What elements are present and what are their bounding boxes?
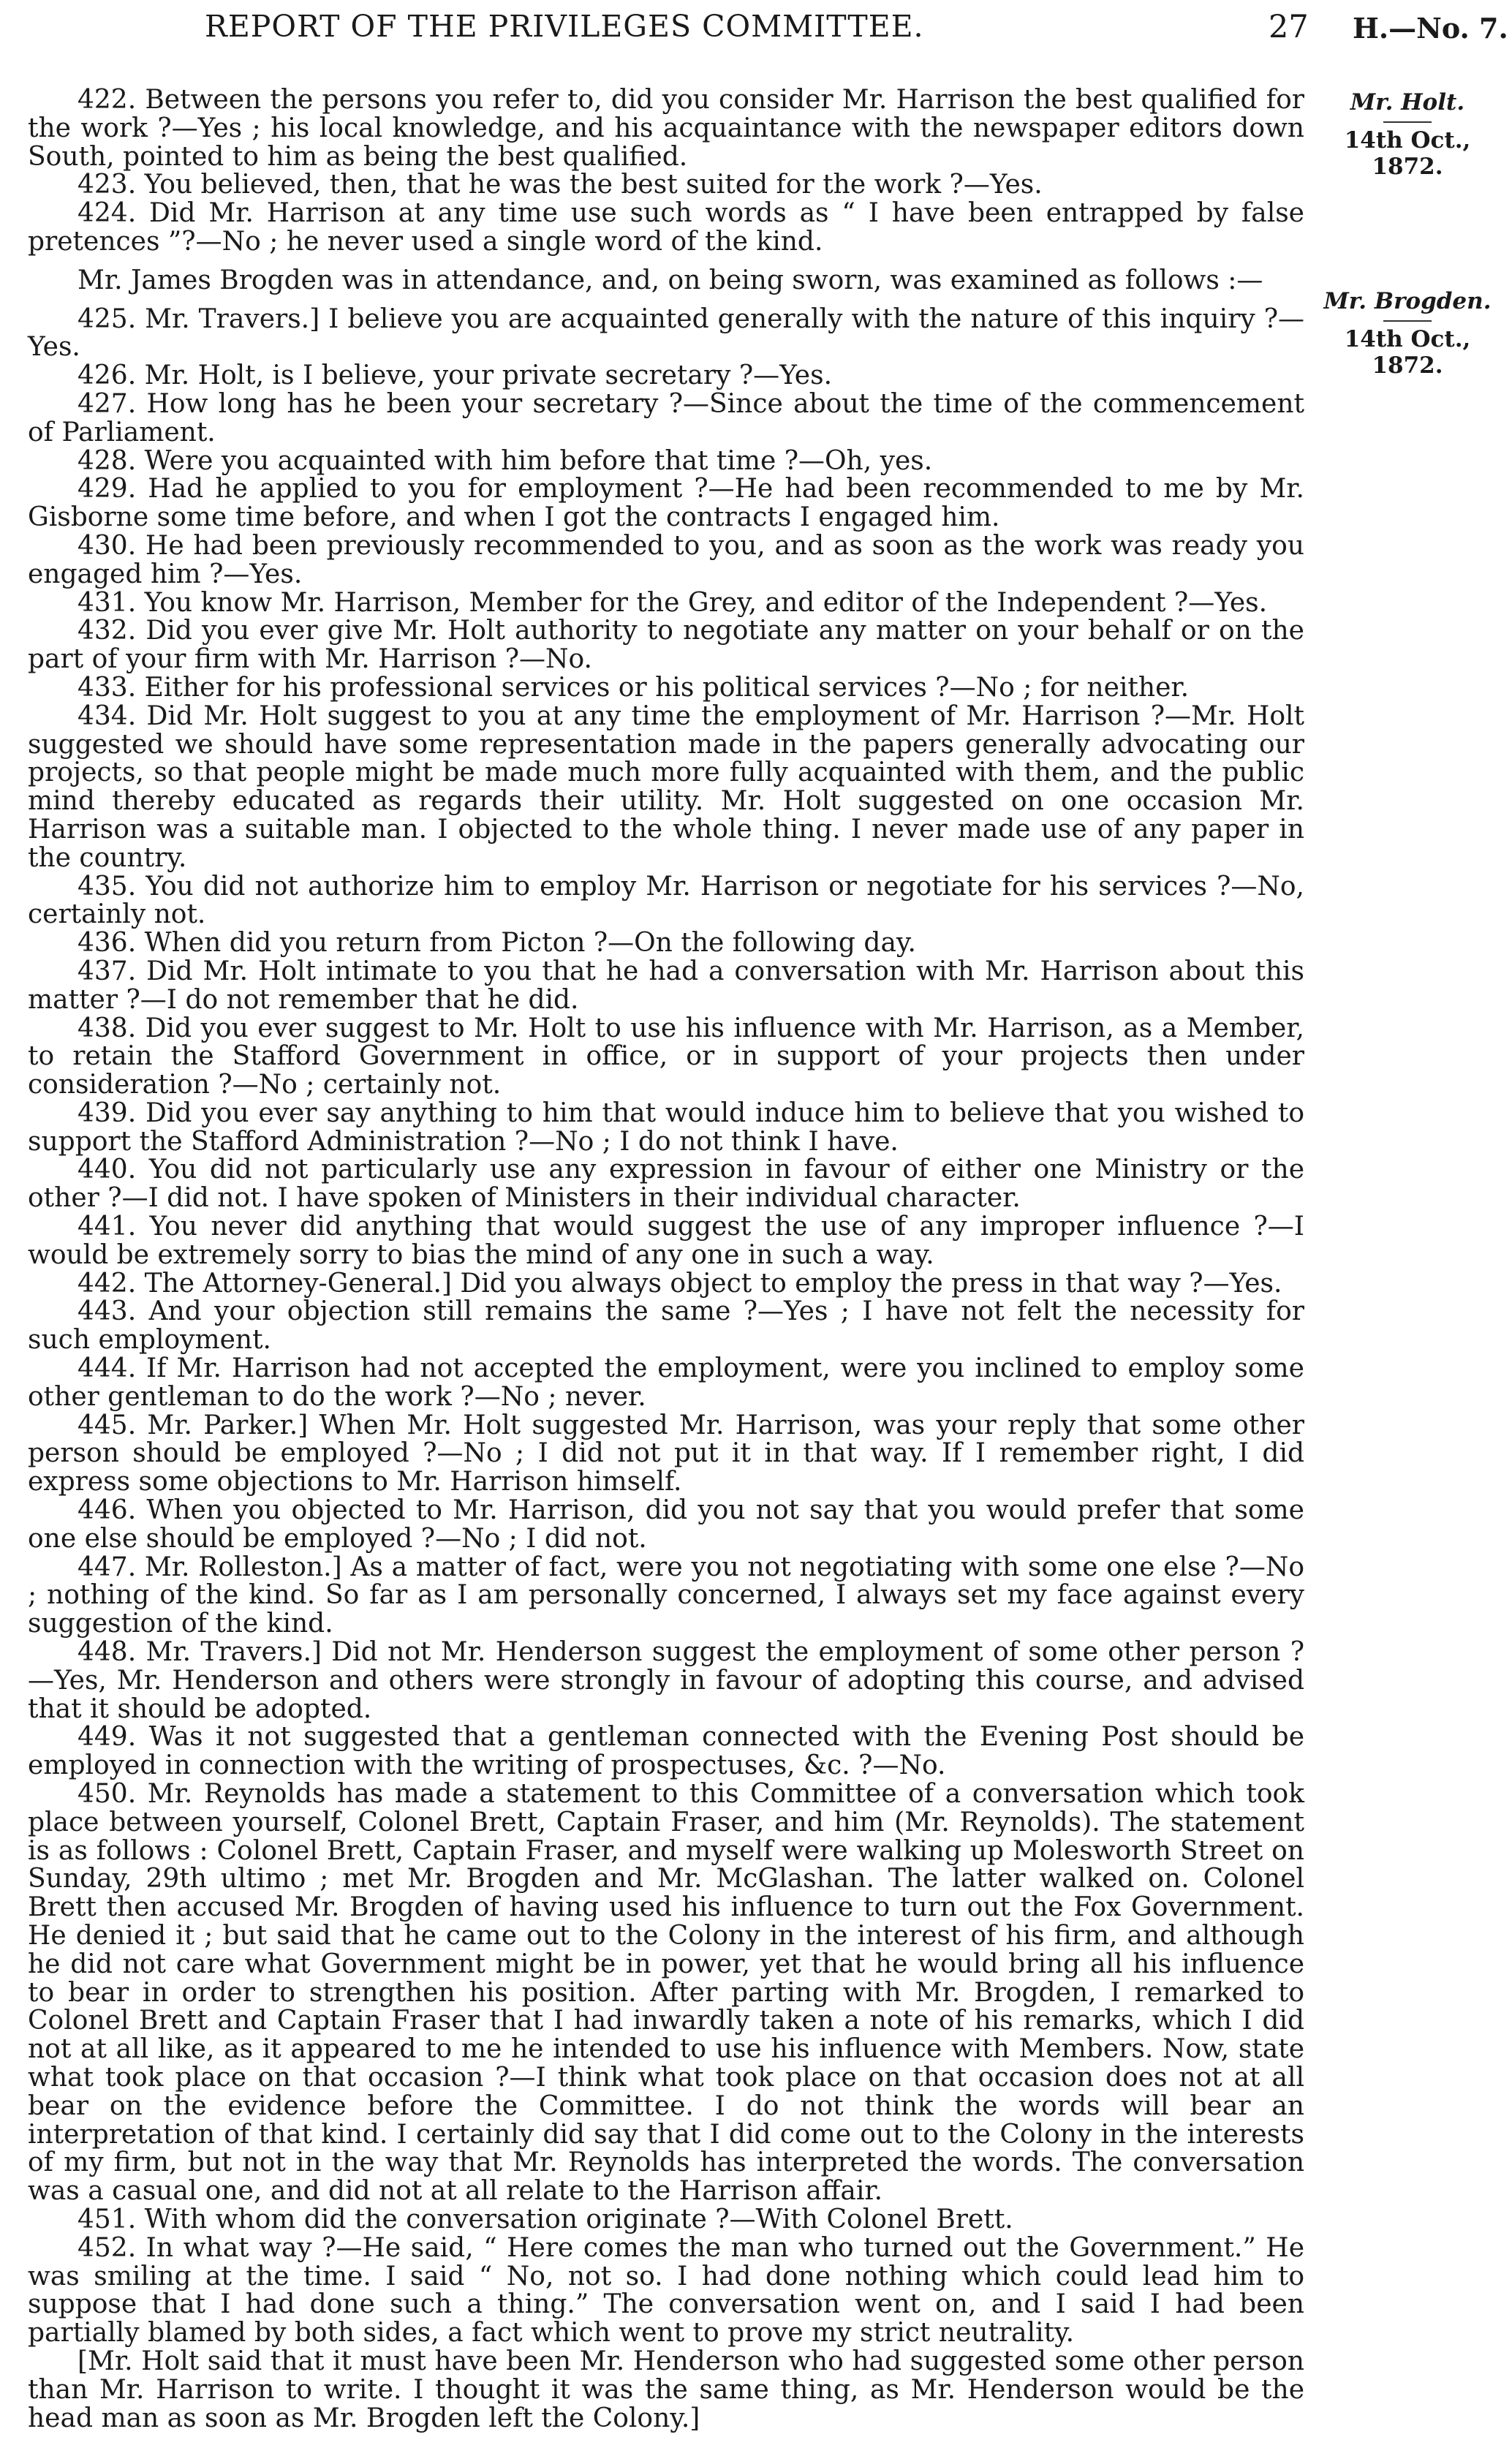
question-443: 443. And your objection still remains the same ?—Yes ; I have not felt the necessity for such employment. <box>28 1296 1304 1356</box>
question-422: 422. Between the persons you refer to, did you consider Mr. Harrison the best qualified for the work ?—Yes ; his local knowledge, and his acquaintance with the newspaper editors down South, pointed to him as being the best qualified. <box>28 85 1304 172</box>
page-number: 27 <box>1269 9 1309 45</box>
question-448: 448. Mr. Travers.] Did not Mr. Henderson suggest the employment of some other person ?—Yes, Mr. Henderson and others were strongly in favour of adopting this course, and advised that it should be adopted. <box>28 1637 1304 1724</box>
question-437: 437. Did Mr. Holt intimate to you that he had a conversation with Mr. Harrison about this matter ?—I do not remember that he did. <box>28 956 1304 1015</box>
question-449: 449. Was it not suggested that a gentleman connected with the Evening Post should be employed in connection with the writing of prospectuses, &c. ?—No. <box>28 1722 1304 1781</box>
margin-note-holt <box>1316 89 1499 180</box>
closing-note: [Mr. Holt said that it must have been Mr. Henderson who had suggested some other person than Mr. Harrison to write. I thought it was the same thing, as Mr. Henderson would be the head man as soon as Mr. Brogden left the Colony.] <box>28 2346 1304 2433</box>
question-447: 447. Mr. Rolleston.] As a matter of fact, were you not negotiating with some one else ?—No ; nothing of the kind. So far as I am personally concerned, I always set my face against every suggestion of the kind. <box>28 1552 1304 1639</box>
question-442: 442. The Attorney-General.] Did you always object to employ the press in that way ?—Yes. <box>78 1268 1282 1299</box>
witness-intro: Mr. James Brogden was in attendance, and, on being sworn, was examined as follows :— <box>78 265 1263 295</box>
margin-note-date: 14th Oct., 1872. <box>1344 127 1471 180</box>
question-435: 435. You did not authorize him to employ Mr. Harrison or negotiate for his services ?—No, certainly not. <box>28 871 1304 930</box>
report-title: REPORT OF THE PRIVILEGES COMMITTEE. <box>205 9 924 44</box>
question-433: 433. Either for his professional services or his political services ?—No ; for neither. <box>78 672 1190 703</box>
question-429: 429. Had he applied to you for employment ?—He had been recommended to me by Mr. Gisborne some time before, and when I got the contracts I engaged him. <box>28 474 1304 533</box>
question-425: 425. Mr. Travers.] I believe you are acquainted generally with the nature of this inquiry ?—Yes. <box>28 303 1304 363</box>
page-header <box>0 6 1512 50</box>
question-426: 426. Mr. Holt, is I believe, your private secretary ?—Yes. <box>78 360 833 391</box>
margin-note-rule <box>1383 121 1432 123</box>
margin-note-brogden <box>1316 288 1499 379</box>
question-431: 431. You know Mr. Harrison, Member for the Grey, and editor of the Independent ?—Yes. <box>78 587 1268 618</box>
question-440: 440. You did not particularly use any expression in favour of either one Ministry or the other ?—I did not. I have spoken of Ministers in their individual character. <box>28 1155 1304 1214</box>
question-444: 444. If Mr. Harrison had not accepted the employment, were you inclined to employ some other gentleman to do the work ?—No ; never. <box>28 1353 1304 1412</box>
evidence-body <box>28 86 1304 2433</box>
paper-reference: H.—No. 7. <box>1353 12 1508 45</box>
question-430: 430. He had been previously recommended to you, and as soon as the work was ready you engaged him ?—Yes. <box>28 530 1304 589</box>
question-450: 450. Mr. Reynolds has made a statement to this Committee of a conversation which took place between yourself, Colonel Brett, Captain Fraser, and him (Mr. Reynolds). The statement is as follows : Colonel Brett, Captain Fraser, and myself were walking up Molesworth Street on Sunday, 29th ultimo ; met Mr. Brogden and Mr. McGlashan. The latter walked on. Colonel Brett then accused Mr. Brogden of having used his influence to turn out the Fox Government. He denied it ; but said that he came out to the Colony in the interest of his firm, and although he did not care what Government might be in power, yet that he would bring all his influence to bear in order to strengthen his position. After parting with Mr. Brogden, I remarked to Colonel Brett and Captain Fraser that I had inwardly taken a note of his remarks, which I did not at all like, as it appeared to me he intended to use his influence with Members. Now, state what took place on that occasion ?—I think what took place on that occasion does not at all bear on the evidence before the Committee. I do not think the words will bear an interpretation of that kind. I certainly did say that I did come out to the Colony in the interests of my firm, but not in the way that Mr. Reynolds has interpreted the words. The conversation was a casual one, and did not at all relate to the Harrison affair. <box>28 1779 1304 2207</box>
question-438: 438. Did you ever suggest to Mr. Holt to use his influence with Mr. Harrison, as a Member, to retain the Stafford Government in office, or in support of your projects then under consideration ?—No ; certainly not. <box>28 1013 1304 1100</box>
question-428: 428. Were you acquainted with him before that time ?—Oh, yes. <box>78 445 933 476</box>
question-436: 436. When did you return from Picton ?—On the following day. <box>78 928 916 959</box>
margin-note-name: Mr. Brogden. <box>1323 288 1492 314</box>
margin-note-date: 14th Oct., 1872. <box>1344 326 1471 379</box>
question-446: 446. When you objected to Mr. Harrison, did you not say that you would prefer that some one else should be employed ?—No ; I did not. <box>28 1495 1304 1554</box>
question-445: 445. Mr. Parker.] When Mr. Holt suggested Mr. Harrison, was your reply that some other person should be employed ?—No ; I did not put it in that way. If I remember right, I did express some objections to Mr. Harrison himself. <box>28 1410 1304 1497</box>
margin-note-name: Mr. Holt. <box>1350 89 1465 116</box>
question-439: 439. Did you ever say anything to him that would induce him to believe that you wished to support the Stafford Administration ?—No ; I do not think I have. <box>28 1097 1304 1157</box>
question-424: 424. Did Mr. Harrison at any time use such words as “ I have been entrapped by false pretences ”?—No ; he never used a single word of the kind. <box>28 198 1304 257</box>
question-441: 441. You never did anything that would suggest the use of any improper influence ?—I would be extremely sorry to bias the mind of any one in such a way. <box>28 1212 1304 1270</box>
question-451: 451. With whom did the conversation originate ?—With Colonel Brett. <box>78 2204 1013 2234</box>
margin-note-rule <box>1383 320 1432 322</box>
question-452: 452. In what way ?—He said, “ Here comes the man who turned out the Government.” He was smiling at the time. I said “ No, not so. I had done nothing which could lead him to suppose that I had done such a thing.” The conversation went on, and I said I had been partially blamed by both sides, a fact which went to prove my strict neutrality. <box>28 2232 1304 2349</box>
question-432: 432. Did you ever give Mr. Holt authority to negotiate any matter on your behalf or on the part of your firm with Mr. Harrison ?—No. <box>28 616 1304 675</box>
question-427: 427. How long has he been your secretary ?—Since about the time of the commencement of Parliament. <box>28 388 1304 447</box>
question-423: 423. You believed, then, that he was the best suited for the work ?—Yes. <box>78 170 1043 200</box>
question-434: 434. Did Mr. Holt suggest to you at any time the employment of Mr. Harrison ?—Mr. Holt suggested we should have some representation made in the papers generally advocating our projects, so that people might be made much more fully acquainted with them, and the public mind thereby educated as regards their utility. Mr. Holt suggested on one occasion Mr. Harrison was a suitable man. I objected to the whole thing. I never made use of any paper in the country. <box>28 700 1304 873</box>
